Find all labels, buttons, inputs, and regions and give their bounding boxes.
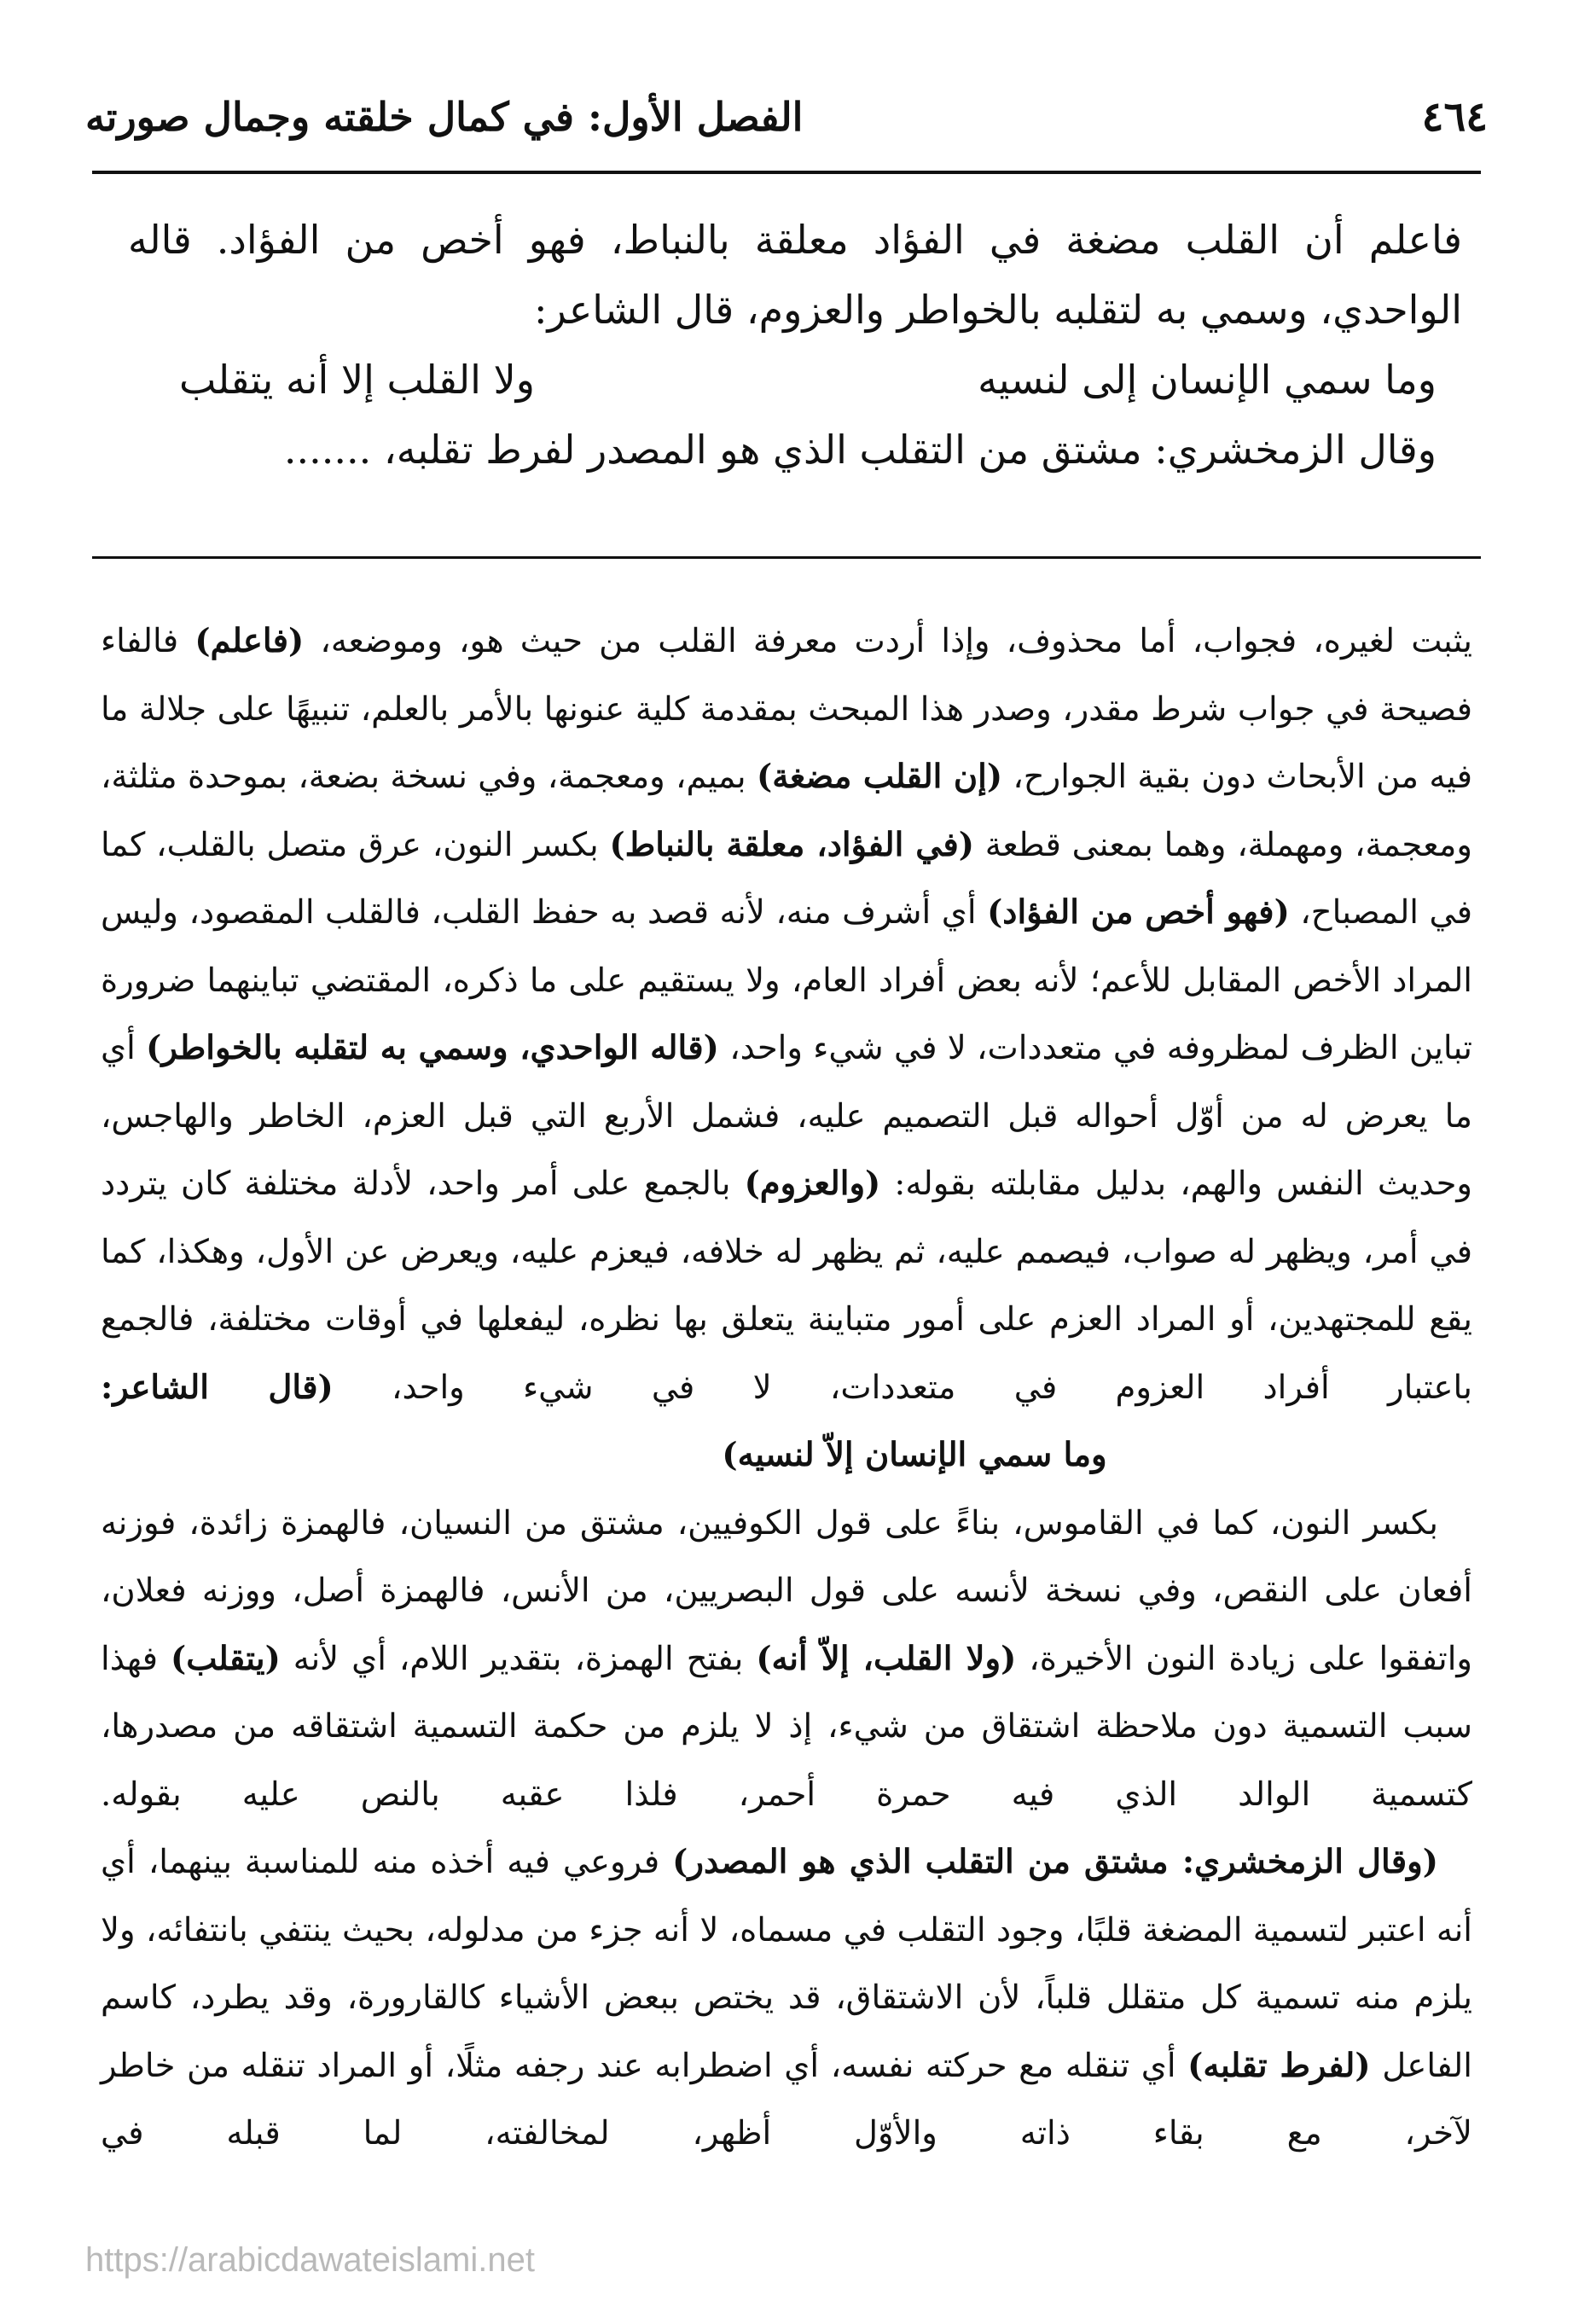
sharh-text-run: بالجمع على أمر واحد، لأدلة مختلفة كان يتردد في أمر، ويظهر له صواب، فيصمم عليه، ثم يظهر له خلافه، فيعزم عليه، ويعرض عن الأول، وهكذا، كما يقع للمجتهدين، أو المراد العزم على أمور متباينة يتعلق بها نظره، ليفعلها في أوقات مختلفة، فالجمع باعتبار أفراد العزوم في متعددات، لا في شيء واحد، bbox=[101, 1165, 1472, 1407]
matn-text bbox=[128, 205, 1462, 485]
matn-divider bbox=[92, 556, 1481, 559]
sharh-text-run: بميم، ومعجمة، وفي نسخة بضعة، بموحدة مثلثة، ومعجمة، ومهملة، وهما بمعنى قطعة bbox=[101, 758, 1472, 864]
sharh-paragraph bbox=[101, 1828, 1472, 2168]
quoted-phrase: (قاله الواحدي، وسمي به لتقلبه بالخواطر) bbox=[146, 1029, 719, 1067]
quoted-phrase: (فهو أخص من الفؤاد) bbox=[987, 893, 1290, 932]
quoted-phrase: (ولا القلب، إلاّ أنه) bbox=[756, 1639, 1017, 1678]
sharh-text-run: أي أشرف منه، لأنه قصد به حفظ القلب، فالقلب المقصود، وليس المراد الأخص المقابل للأعم؛ لأنه بعض أفراد العام، ولا يستقيم على ما ذكره، المقتضي تباينهما ضرورة تباين الظرف لمظروفه في متعددات، لا في شيء واحد، bbox=[101, 893, 1472, 1067]
sharh-paragraph bbox=[101, 607, 1472, 1421]
quoted-phrase: (في الفؤاد، معلقة بالنباط) bbox=[609, 825, 974, 864]
sharh-text bbox=[101, 607, 1472, 2168]
sharh-text-run: فروعي فيه أخذه منه للمناسبة بينهما، أي أنه اعتبر لتسمية المضغة قلبًا، وجود التقلب في مسماه، لا أنه جزء من مدلوله، بحيث ينتفي بانتفائه، ولا يلزم منه تسمية كل متقلل قلباً، لأن الاشتقاق، قد يختص ببعض الأشياء كالقارورة، وقد يطرد، كاسم الفاعل bbox=[101, 1843, 1472, 2085]
chapter-title: الفصل الأول: في كمال خلقته وجمال صورته bbox=[85, 94, 804, 140]
matn-verse bbox=[128, 345, 1462, 415]
running-header bbox=[85, 78, 1488, 155]
sharh-text-run: فالفاء فصيحة في جواب شرط مقدر، وصدر هذا المبحث بمقدمة كلية عنونها بالأمر بالعلم، تنبيهًا على جلالة ما فيه من الأبحاث دون بقية الجوارح، bbox=[101, 622, 1472, 796]
matn-line: الواحدي، وسمي به لتقلبه بالخواطر والعزوم، قال الشاعر: bbox=[533, 287, 1462, 333]
sharh-text-run: أي تنقله مع حركته نفسه، أي اضطرابه عند رجفه مثلًا، أو المراد تنقله من خاطر لآخر، مع بقاء ذاته والأوّل أظهر، لمخالفته، لما قبله في bbox=[101, 2046, 1472, 2153]
sharh-text-run: بكسر النون، عرق متصل بالقلب، كما في المصباح، bbox=[101, 825, 1472, 932]
sharh-text-run: بكسر النون، كما في القاموس، بناءً على قول الكوفيين، مشتق من النسيان، فالهمزة زائدة، فوزنه أفعان على النقص، وفي نسخة لأنسه على قول البصريين، من الأنس، فالهمزة أصل، ووزنه فعلان، واتفقوا على زيادة النون الأخيرة، bbox=[101, 1503, 1472, 1678]
quoted-phrase: (والعزوم) bbox=[744, 1165, 881, 1203]
sharh-text-run: يثبت لغيره، فجواب، أما محذوف، وإذا أردت معرفة القلب من حيث هو، وموضعه، bbox=[304, 622, 1472, 660]
sharh-text-run: بفتح الهمزة، بتقدير اللام، أي لأنه bbox=[280, 1639, 757, 1678]
page-number: ٤٦٤ bbox=[1421, 93, 1488, 141]
sharh-paragraph bbox=[101, 1490, 1472, 1829]
quoted-phrase: (فاعلم) bbox=[194, 622, 305, 660]
quoted-verse: وما سمي الإنسان إلاّ لنسيه) bbox=[722, 1436, 1107, 1474]
matn-line: وقال الزمخشري: مشتق من التقلب الذي هو المصدر لفرط تقلبه، ....... bbox=[283, 427, 1437, 473]
watermark-url: https://arabicdawateislami.net bbox=[85, 2241, 535, 2279]
sharh-text-run: أي ما يعرض له من أوّل أحواله قبل التصميم عليه، فشمل الأربع التي قبل العزم، الخاطر والهاجس، وحديث النفس والهم، بدليل مقابلته بقوله: bbox=[101, 1029, 1472, 1203]
quoted-phrase: (يتقلب) bbox=[171, 1639, 281, 1678]
sharh-text-run: فهذا سبب التسمية دون ملاحظة اشتقاق من شيء، إذ لا يلزم من حكمة التسمية اشتقاقه من مصدرها، كتسمية الوالد الذي فيه حمرة أحمر، فلذا عقبه بالنص عليه بقوله. bbox=[101, 1639, 1472, 1814]
verse-first-hemistich: وما سمي الإنسان إلى لنسيه bbox=[978, 357, 1437, 403]
quoted-phrase: (قال الشاعر: bbox=[101, 1368, 334, 1407]
header-divider bbox=[92, 171, 1481, 174]
quoted-phrase: (إن القلب مضغة) bbox=[756, 758, 1003, 796]
matn-line: فاعلم أن القلب مضغة في الفؤاد معلقة بالنباط، فهو أخص من الفؤاد. قاله bbox=[128, 217, 1462, 263]
quoted-phrase: (وقال الزمخشري: مشتق من التقلب الذي هو المصدر) bbox=[672, 1843, 1438, 1881]
verse-second-hemistich: ولا القلب إلا أنه يتقلب bbox=[179, 357, 536, 403]
quoted-phrase: (لفرط تقلبه) bbox=[1187, 2046, 1371, 2085]
